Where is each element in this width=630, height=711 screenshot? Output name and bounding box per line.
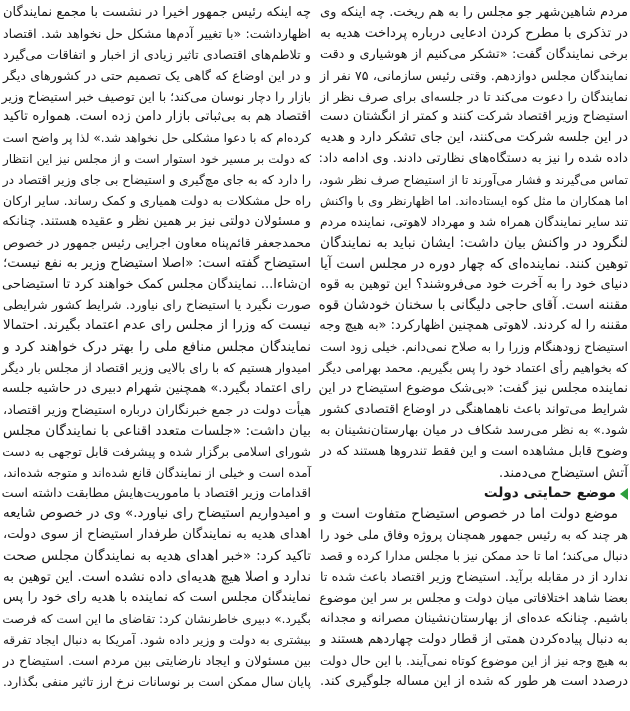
text-line: برخی نمایندگان گفت: «تشکر می‌کنیم از هوشیاری و دقت	[320, 46, 628, 62]
text-line: نمایندگان مجلس دوازدهم. وقتی رئیس سازمانی، ۷۵ نفر از	[320, 67, 628, 83]
text-line: بازار را دچار نوسان می‌کند؛ با این توصیف خبر استیضاح وزیر	[1, 88, 311, 104]
text-line: درصدد است هر طور که شده از این مساله جلوگیری کند.	[320, 673, 628, 689]
text-line: داده شده را نیز به دستگاه‌های نظارتی دادند. وی ادامه داد:	[318, 151, 628, 167]
text-line: اظهارداشت: «با تغییر آدم‌ها مشکل حل نخواهد شد. اقتصاد	[3, 25, 311, 41]
text-line: و در این اوضاع که گاهی یک تصمیم حتی در کشورهای دیگر	[3, 67, 311, 83]
text-line: لنگرود در واکنش بیان داشت: ایشان نباید به نمایندگان	[320, 234, 628, 251]
text-line: محمدجعفر قائم‌پناه معاون اجرایی رئیس جمهور در خصوص	[3, 234, 311, 250]
text-line: بگیرد.» دبیری خاطرنشان کرد: تقاضای ما این است که فرصت	[2, 611, 311, 626]
bullet-triangle-icon	[620, 488, 628, 500]
text-line: در این جلسه شرکت می‌کنند، این جای تشکر دارد و هدیه	[320, 130, 628, 146]
text-line: اهدای هدیه به نمایندگان طرفدار استیضاح از سوی دولت،	[3, 527, 311, 543]
text-line: راه حل مشکلات به دولت همیاری و کمک رساند. سایر ارکان	[3, 193, 311, 209]
text-line: در تذکری با مطرح کردن ادعایی درباره پرداخت هدیه به	[320, 25, 628, 41]
text-line: استیضاح گفته است: «اصلا استیضاح وزیر به نفع نیست؛	[3, 255, 311, 271]
text-line: چه اینکه رئیس جمهور اخیرا در نشست با مجمع نمایندگان	[3, 5, 311, 20]
text-line: دنیای خود را به آخرت خود می‌فروشند؟ این توهین به قوه	[320, 276, 628, 292]
text-line: دنبال می‌کند؛ اما تا حد ممکن نیز با مجلس مدارا کرده و قصد	[320, 549, 628, 564]
text-line: پایان سال ممکن است بر نوسانات نرخ ارز تاثیر منفی بگذارد.	[3, 674, 311, 689]
text-line: رای اعتماد بگیرد.» همچنین شهرام دبیری در حاشیه جلسه	[1, 381, 311, 397]
text-line: اما همکاران ما مثل کوه ایستاده‌اند. اما اظهارنظر وی با واکنش	[320, 194, 628, 209]
text-line: به دنبال پیاده‌کردن همتی از قطار دولت چهاردهم هستند و	[320, 631, 628, 647]
text-line: موضع دولت اما در خصوص استیضاح متفاوت است و	[320, 506, 618, 523]
paragraph-block	[3, 3, 311, 692]
text-line: نمایندگان مجلس است که نماینده با هدیه رای خود را پس	[3, 589, 311, 605]
text-line: اقتصاد هم به بی‌ثباتی بازار دامن زده است. همواره تاکید	[3, 109, 311, 125]
text-line: امیدوار هستیم که با رای بالایی وزیر اقتصاد از مجلس بار دیگر	[1, 361, 311, 376]
text-line: بعضا شاهد اختلافاتی میان دولت و مجلس بر سر این موضوع	[319, 589, 628, 605]
paragraph-block	[320, 504, 628, 692]
text-line: استیضاح زودهنگام وزرا را به صلاح نمی‌دانم. خیلی زود است	[320, 339, 628, 355]
text-line: که دولت بر مسیر خود استوار است و از مجلس نیز این انتظار	[3, 152, 311, 167]
text-line: مقننه است. آقای حاجی دلیگانی با سخنان خودشان قوه	[318, 297, 628, 314]
text-line: آمده است و خیلی از نمایندگان قانع شده‌اند و متوجه شده‌اند،	[3, 465, 311, 480]
text-line: نمایندگان را دعوت می‌کند تا در جلسه‌ای برای صرف نظر از	[320, 88, 628, 104]
text-line: باشیم. چنانکه عده‌ای از بهارستان‌نشینان مصرانه و مجدانه	[320, 610, 628, 626]
text-line: وضوح قابل مشاهده است و این فقط تندروها هستند که در	[320, 443, 628, 459]
text-line: ان‌شاءا... نمایندگان مجلس کمک خواهند کرد تا استیضاحی	[2, 276, 311, 292]
text-line: صورت نگیرد یا استیضاح رای نیاورد. شرایط کشور شرایطی	[3, 297, 311, 313]
text-line: استیضاح وزیر اقتصاد شرکت کنند و کمتر از انگشتان دست	[319, 109, 628, 125]
text-line: مقننه را له کردند. لاهوتی همچنین اظهارکرد: «به هیچ وجه	[319, 318, 628, 334]
section-heading-text: موضع حمایتی دولت	[483, 485, 616, 502]
article-column-left	[3, 3, 311, 692]
article-column-right	[320, 3, 628, 692]
text-line: توهین کنند. نماینده‌ای که چهار دوره در مجلس است آیا	[320, 255, 628, 272]
text-line: بین مسئولان و ایجاد نارضایتی بین مردم است. استیضاح در	[3, 652, 311, 668]
text-line: به هیچ وجه نیز از این موضوع کوتاه نمی‌آیند. با این حال دولت	[320, 653, 628, 668]
text-line: هر چند که به رئیس جمهور همچنان پروژه وفاق ملی خود را	[320, 527, 628, 543]
text-line: را دارد که به جای مچ‌گیری و استیضاح بی جای وزیر اقتصاد در	[2, 173, 311, 188]
text-line: شرایط می‌تواند باعث ناهماهنگی در اوضاع اقتصادی کشور	[320, 401, 628, 417]
text-line: هیأت دولت در جمع خبرنگاران درباره استیضاح وزیر اقتصاد،	[3, 401, 311, 417]
text-line: بیان داشت: «جلسات متعدد اقناعی با نمایندگان مجلس	[3, 422, 311, 439]
text-line: ندارد و اصلا هیچ هدیه‌ای داده نشده است. این توهین به	[3, 569, 311, 586]
text-line: بیشتری به دولت و وزیر داده شود. آمریکا به دنبال ایجاد تفرقه	[3, 632, 311, 647]
text-line: ندارد از در مقابله برآید. استیضاح وزیر اقتصاد باعث شده تا	[320, 569, 628, 585]
text-line: اقدامات وزیر اقتصاد با ماموریت‌هایش مطابقت داشته است	[1, 485, 311, 501]
text-line: تند سایر نمایندگان همراه شد و مهرداد لاهوتی، نماینده مردم	[320, 213, 628, 229]
text-line: آتش استیضاح می‌دمند.	[498, 464, 628, 481]
text-line: نماینده مجلس نیز گفت: «بی‌شک موضوع استیضاح در این	[318, 381, 628, 397]
text-line: مردم شاهین‌شهر جو مجلس را به هم ریخت. چه اینکه وی	[320, 5, 628, 20]
text-line: که بخواهیم رأی اعتماد خود را پس بگیریم. محمد بهرامی دیگر	[319, 361, 628, 376]
text-line: تاکید کرد: «خبر اهدای هدیه به نمایندگان مجلس صحت	[3, 548, 311, 565]
text-line: شورای اسلامی برگزار شده و پیشرفت قابل توجهی به دست	[2, 443, 311, 459]
text-line: کرده‌ام که با دعوا مشکلی حل نخواهد شد.» لذا پر واضح است	[2, 131, 311, 146]
text-line: نیست که وزرا از مجلس رای عدم اعتماد بگیرند. احتمالا	[3, 318, 311, 334]
text-line: نمایندگان مجلس منافع ملی را بهتر درک خواهند کرد و	[3, 339, 311, 356]
paragraph-block	[320, 3, 628, 483]
section-heading	[320, 483, 628, 504]
text-line: و امیدواریم استیضاح رای نیاورد.» وی در خصوص شایعه	[2, 506, 311, 522]
text-line: و تلاطم‌های اقتصادی تاثیر زیادی از اخبار و اتفاقات می‌گیرد	[3, 46, 311, 62]
text-line: و مسئولان دولتی نیز بر همین نظر و عقیده هستند. چنانکه	[2, 213, 311, 229]
text-line: شود.» به نظر می‌رسد شکاف در میان بهارستان‌نشینان به	[320, 422, 628, 438]
text-line: تماس می‌گیرند و فشار می‌آورند تا از استیضاح صرف نظر شود،	[318, 173, 628, 188]
